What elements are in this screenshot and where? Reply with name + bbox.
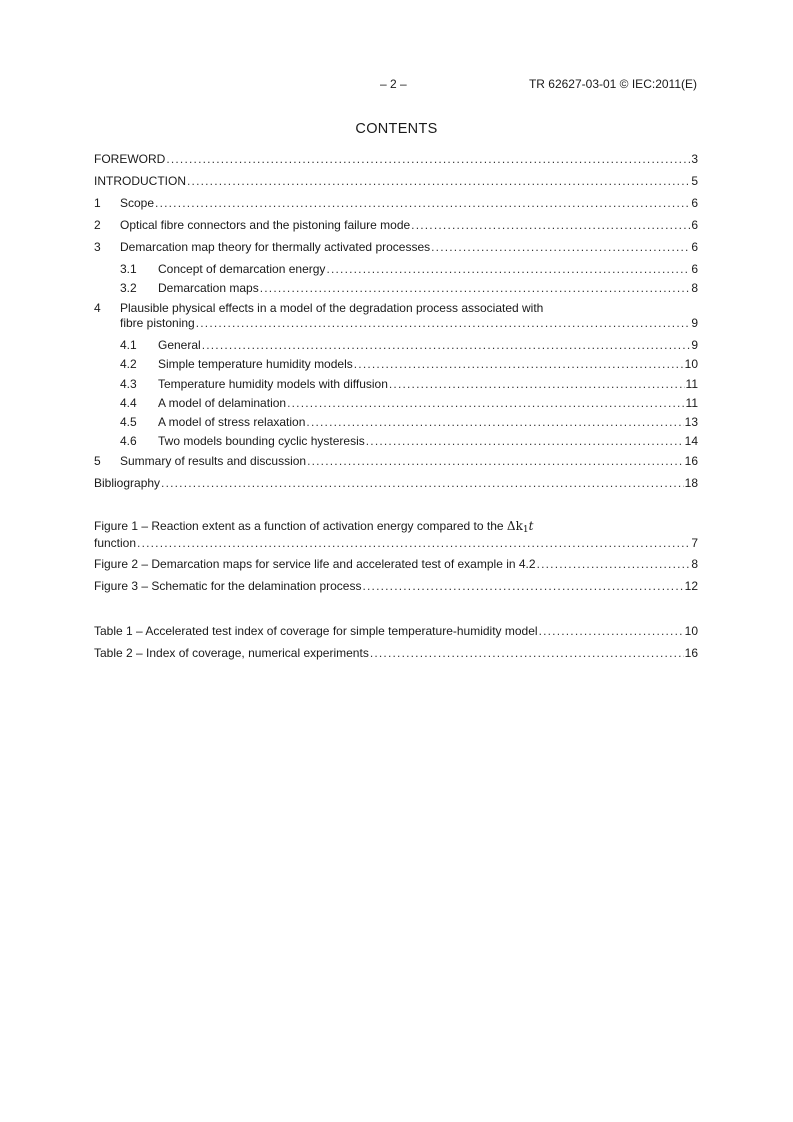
toc-title: Temperature humidity models with diffusion [158, 377, 388, 391]
toc-page: 10 [684, 357, 698, 371]
toc-page: 6 [691, 218, 698, 232]
leader-dots [326, 261, 690, 277]
toc-title: Summary of results and discussion [120, 454, 307, 468]
page-header [0, 77, 793, 93]
toc-title: Demarcation maps [158, 281, 259, 295]
toc-page: 18 [684, 476, 698, 490]
toc-number: 4.5 [120, 415, 137, 429]
toc-entry-foreword[interactable] [94, 151, 698, 167]
figure-1-entry-line1[interactable] [94, 518, 533, 536]
figure-title: Figure 1 – Reaction extent as a function of activation energy compared to the [94, 519, 507, 533]
toc-page: 11 [685, 396, 698, 410]
leader-dots [155, 195, 690, 211]
toc-entry-section-4-3[interactable] [120, 376, 698, 392]
leader-dots [366, 433, 684, 449]
leader-dots [411, 217, 690, 233]
formula-t: t [528, 519, 534, 533]
toc-entry-section-4-6[interactable] [120, 433, 698, 449]
leader-dots [431, 239, 690, 255]
toc-entry-section-3-1[interactable] [120, 261, 698, 277]
toc-title: Optical fibre connectors and the pistoning failure mode [120, 218, 411, 232]
toc-number: 4.3 [120, 377, 137, 391]
leader-dots [537, 556, 691, 572]
figure-3-entry[interactable] [94, 578, 698, 594]
table-title: Table 2 – Index of coverage, numerical experiments [94, 646, 369, 660]
leader-dots [161, 475, 684, 491]
toc-page: 7 [691, 536, 698, 550]
toc-page: 12 [684, 579, 698, 593]
toc-number: 1 [94, 196, 101, 210]
page-number: – 2 – [380, 77, 407, 91]
leader-dots [202, 337, 691, 353]
toc-page: 9 [691, 316, 698, 330]
toc-entry-section-4-4[interactable] [120, 395, 698, 411]
table-1-entry[interactable] [94, 623, 698, 639]
toc-entry-section-4-5[interactable] [120, 414, 698, 430]
leader-dots [187, 173, 690, 189]
toc-page: 13 [684, 415, 698, 429]
toc-number: 4.2 [120, 357, 137, 371]
toc-page: 11 [685, 377, 698, 391]
formula-delta-k: Δk [506, 519, 523, 533]
toc-title: FOREWORD [94, 152, 166, 166]
toc-entry-section-4-1[interactable] [120, 337, 698, 353]
toc-title: Concept of demarcation energy [158, 262, 326, 276]
toc-number: 3.2 [120, 281, 137, 295]
delta-k1-t-formula [507, 519, 534, 533]
toc-entry-introduction[interactable] [94, 173, 698, 189]
contents-title: CONTENTS [355, 121, 438, 137]
figure-title: Figure 2 – Demarcation maps for service life and accelerated test of example in 4.2 [94, 557, 536, 571]
toc-page: 6 [691, 240, 698, 254]
figure-title: function [94, 536, 137, 550]
toc-title: A model of delamination [158, 396, 287, 410]
toc-page: 8 [691, 281, 698, 295]
toc-title: A model of stress relaxation [158, 415, 306, 429]
toc-title: Two models bounding cyclic hysteresis [158, 434, 365, 448]
toc-page: 14 [684, 434, 698, 448]
leader-dots [287, 395, 684, 411]
leader-dots [260, 280, 691, 296]
leader-dots [389, 376, 685, 392]
toc-entry-section-2[interactable] [94, 217, 698, 233]
toc-title: fibre pistoning [120, 316, 195, 330]
table-title: Table 1 – Accelerated test index of coverage for simple temperature-humidity model [94, 624, 538, 638]
toc-title: Simple temperature humidity models [158, 357, 353, 371]
leader-dots [166, 151, 690, 167]
toc-title: INTRODUCTION [94, 174, 186, 188]
toc-number: 5 [94, 454, 101, 468]
toc-title: Plausible physical effects in a model of the degradation process associated with [120, 301, 544, 315]
toc-number: 4.6 [120, 434, 137, 448]
toc-number: 4.1 [120, 338, 137, 352]
toc-entry-section-5[interactable] [94, 453, 698, 469]
toc-entry-section-4-line1[interactable] [94, 300, 698, 316]
toc-title: Scope [120, 196, 155, 210]
toc-page: 5 [691, 174, 698, 188]
figure-title: Figure 3 – Schematic for the delamination process [94, 579, 362, 593]
toc-entry-bibliography[interactable] [94, 475, 698, 491]
toc-entry-section-4-line2[interactable] [120, 315, 698, 331]
figure-1-entry-line2[interactable] [94, 535, 698, 551]
leader-dots [137, 535, 690, 551]
toc-number: 4 [94, 301, 101, 315]
toc-number: 2 [94, 218, 101, 232]
toc-page: 10 [684, 624, 698, 638]
toc-title: Bibliography [94, 476, 161, 490]
toc-entry-section-3[interactable] [94, 239, 698, 255]
toc-page: 9 [691, 338, 698, 352]
toc-page: 16 [684, 454, 698, 468]
toc-number: 3.1 [120, 262, 137, 276]
toc-page: 6 [691, 262, 698, 276]
leader-dots [539, 623, 684, 639]
leader-dots [196, 315, 691, 331]
toc-number: 3 [94, 240, 101, 254]
toc-entry-section-3-2[interactable] [120, 280, 698, 296]
document-reference: TR 62627-03-01 © IEC:2011(E) [528, 77, 697, 91]
toc-title: General [158, 338, 201, 352]
formula-subscript: 1 [522, 525, 529, 535]
toc-page: 16 [684, 646, 698, 660]
leader-dots [370, 645, 684, 661]
toc-entry-section-4-2[interactable] [120, 356, 698, 372]
toc-title: Demarcation map theory for thermally activated processes [120, 240, 431, 254]
toc-page: 6 [691, 196, 698, 210]
leader-dots [354, 356, 684, 372]
leader-dots [307, 453, 684, 469]
figure-2-entry[interactable] [94, 556, 698, 572]
table-2-entry[interactable] [94, 645, 698, 661]
toc-page: 8 [691, 557, 698, 571]
leader-dots [306, 414, 683, 430]
toc-number: 4.4 [120, 396, 137, 410]
toc-page: 3 [691, 152, 698, 166]
toc-entry-scope[interactable] [94, 195, 698, 211]
leader-dots [362, 578, 683, 594]
